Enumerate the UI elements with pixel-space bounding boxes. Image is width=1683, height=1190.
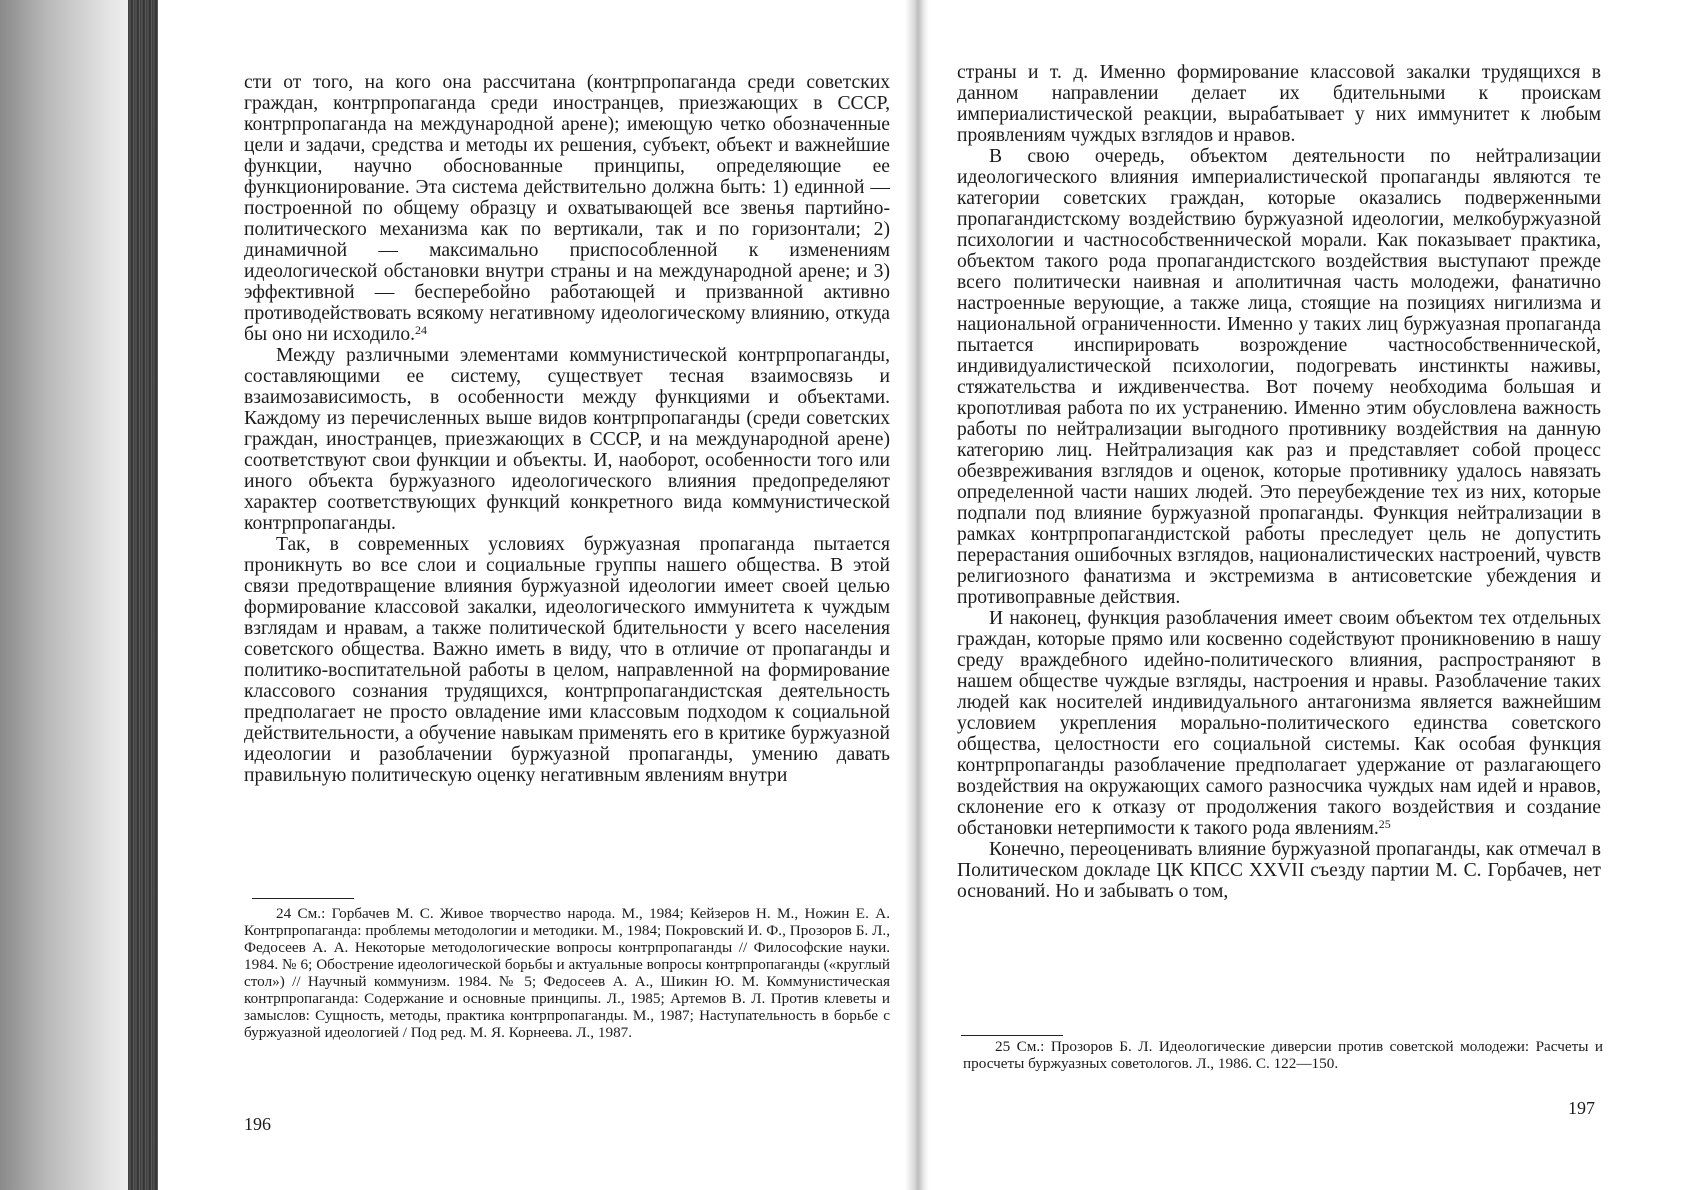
page-number: 197: [1568, 1098, 1595, 1118]
footnote-rule: [252, 898, 354, 899]
footnote-reference: 25: [1378, 817, 1391, 831]
paragraph: В свою очередь, объектом деятельности по нейтрализации идеологического влияния империалистической пропаганды являются те категории советских граждан, которые оказались подверженными пропагандистскому воздействию буржуазной идеологии, мелкобуржуазной психологии и частнособственнической морали. Как показывает практика, объектом такого рода пропагандистского воздействия выступают прежде всего политически наивная и аполитичная часть молодежи, фанатично настроенные верующие, а также лица, стоящие на позициях нигилизма и национальной ограниченности. Именно у таких лиц буржуазная пропаганда пытается инспирировать возрождение частнособственнической, индивидуалистической психологии, подогревать инстинкты наживы, стяжательства и иждивенчества. Вот почему необходима большая и кропотливая работа по их устранению. Именно этим обусловлена важность работы по нейтрализации выгодного противнику воздействия на данную категорию лиц. Нейтрализация как раз и представляет собой процесс обезвреживания взглядов и оценок, которые противнику удалось навязать определенной части наших людей. Это переубеждение тех из них, которые подпали под влияние буржуазной пропаганды. Функция нейтрализации в рамках контрпропагандистской работы преследует цель не допустить перерастания ошибочных взглядов, националистических настроений, чувств религиозного фанатизма и экстремизма в антисоветские убеждения и противоправные действия.: [957, 146, 1601, 608]
paragraph-text: сти от того, на кого она рассчитана (контрпропаганда среди советских граждан, контрпропаганда среди иностранцев, приезжающих в СССР, контрпропаганда на международной арене); имеющую четко обозначенные цели и задачи, средства и методы их решения, субъект, объект и важнейшие функции, научно обоснованные принципы, определяющие ее функционирование. Эта система действительно должна быть: 1) единной — построенной по общему образцу и охватывающей все звенья партийно-политического механизма как по вертикали, так и по горизонтали; 2) динамичной — максимально приспособленной к изменениям идеологической обстановки внутри страны и на международной арене; и 3) эффективной — бесперебойно работающей и призванной активно противодействовать всякому негативному идеологическому влиянию, откуда бы оно ни исходило.: [244, 72, 890, 345]
footnote-reference: 24: [415, 323, 428, 337]
paragraph: страны и т. д. Именно формирование классовой закалки трудящихся в данном направлении делает их бдительными к проискам империалистической реакции, вырабатывает у них иммунитет к любым проявлениям чуждых взглядов и нравов.: [957, 62, 1601, 146]
paragraph: Конечно, переоценивать влияние буржуазной пропаганды, как отмечал в Политическом докладе ЦК КПСС XXVII съезду партии М. С. Горбачев, нет оснований. Но и забывать о том,: [957, 839, 1601, 902]
book-page-edges: [128, 0, 158, 1190]
paragraph-text: И наконец, функция разоблачения имеет своим объектом тех отдельных граждан, которые прямо или косвенно содействуют проникновению в нашу среду враждебного идейно-политического влияния, распространяют в нашем обществе чуждые взгляды, настроения и нравы. Разоблачение таких людей как носителей индивидуального антагонизма является важнейшим условием укрепления морально-политического единства советского общества, целостности его социальной системы. Как особая функция контрпропаганды разоблачение предполагает удержание от разлагающего воздействия на окружающих самого разносчика чуждых нам идей и нравов, склонение его к отказу от продолжения такого воздействия и создание обстановки нетерпимости к такого рода явлениям.: [957, 608, 1601, 839]
book-spine: [905, 0, 929, 1190]
page-number: 196: [244, 1114, 271, 1134]
paragraph: [957, 608, 1601, 839]
footnote-text: 25 См.: Прозоров Б. Л. Идеологические диверсии против советской молодежи: Расчеты и просчеты буржуазных советологов. Л., 1986. С. 122—150.: [963, 1038, 1603, 1072]
paragraph: [244, 72, 890, 345]
left-page: [244, 0, 896, 1190]
footnote-rule: [961, 1035, 1063, 1036]
footnote: [963, 1038, 1603, 1072]
right-page: [951, 0, 1603, 1190]
left-page-body: [244, 72, 890, 786]
footnote: [244, 905, 890, 1041]
paragraph: Между различными элементами коммунистической контрпропаганды, составляющими ее систему, существует тесная взаимосвязь и взаимозависимость, в особенности между функциями и объектами. Каждому из перечисленных выше видов контрпропаганды (среди советских граждан, иностранцев, приезжающих в СССР, и на международной арене) соответствуют свои функции и объекты. И, наоборот, особенности того или иного объекта буржуазного идеологического влияния предопределяют характер соответствующих функций конкретного вида коммунистической контрпропаганды.: [244, 345, 890, 534]
footnote-text: 24 См.: Горбачев М. С. Живое творчество народа. М., 1984; Кейзеров Н. М., Ножин Е. А. Контрпропаганда: проблемы методологии и методики. М., 1984; Покровский И. Ф., Прозоров Б. Л., Федосеев А. А. Некоторые методологические вопросы контрпропаганды // Философские науки. 1984. № 6; Обострение идеологической борьбы и актуальные вопросы контрпропаганды («круглый стол») // Научный коммунизм. 1984. № 5; Федосеев А. А., Шикин Ю. М. Коммунистическая контрпропаганда: Содержание и основные принципы. Л., 1985; Артемов В. Л. Против клеветы и замыслов: Сущность, методы, практика контрпропаганды. М., 1987; Наступательность в борьбе с буржуазной идеологией / Под ред. М. Я. Корнеева. Л., 1987.: [244, 905, 890, 1041]
right-page-body: [957, 62, 1601, 902]
paragraph: Так, в современных условиях буржуазная пропаганда пытается проникнуть во все слои и социальные группы нашего общества. В этой связи предотвращение влияния буржуазной идеологии имеет своей целью формирование классовой закалки, идеологического иммунитета к чуждым взглядам и нравам, а также политической бдительности у всего населения советского общества. Важно иметь в виду, что в отличие от пропаганды и политико-воспитательной работы в целом, направленной на формирование классового сознания трудящихся, контрпропагандистская деятельность предполагает не просто овладение ими классовым подходом к социальной действительности, а обучение навыкам применять его в критике буржуазной идеологии и разоблачении буржуазной пропаганды, умению давать правильную политическую оценку негативным явлениям внутри: [244, 534, 890, 786]
